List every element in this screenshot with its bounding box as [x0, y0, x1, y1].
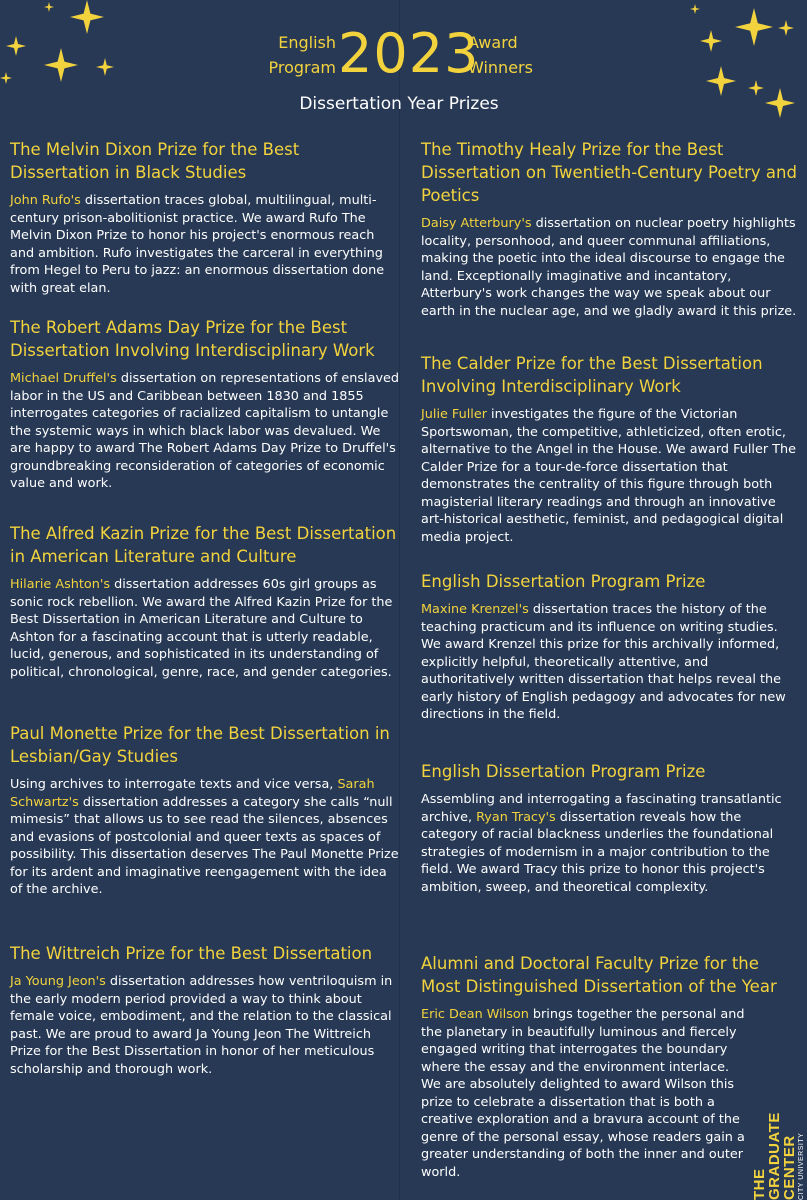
- prize-description: [421, 215, 798, 320]
- prize-title: The Calder Prize for the Best Dissertation Involving Interdisciplinary Work: [421, 354, 763, 396]
- header-award: Award: [468, 33, 518, 52]
- prize-text: dissertation addresses a category she calls “null mimesis” that allows us to see read the silences, absences and evasions of postcolonial and queer texts as spaces of possibility. This dissertation deserves The Paul Monette Prize for its ardent and imaginative reengagement with the idea of the archive.: [10, 794, 399, 897]
- prize-title: Paul Monette Prize for the Best Dissertation in Lesbian/Gay Studies: [10, 724, 390, 766]
- winner-name: Eric Dean Wilson: [421, 1007, 529, 1022]
- winner-name: Julie Fuller: [421, 407, 487, 422]
- prize-text: brings together the personal and the planetary in beautifully luminous and fiercely engaged writing that interrogates the boundary where the essay and the environment interlace. We are absolutely delighted to award Wilson this prize to celebrate a dissertation that is both a creative exploration and a bravura account of the genre of the personal essay, whose readers gain a greater understanding of both the inner and outer world.: [421, 1007, 745, 1180]
- prize-text: dissertation traces global, multilingual, multi-century prison-abolitionist practice. We award Rufo The Melvin Dixon Prize to honor his project's enormous reach and ambition. Rufo investigates the carceral in everything from Hegel to Peru to jazz: an enormous dissertation done with great elan.: [10, 193, 385, 296]
- prize-block: [421, 570, 798, 724]
- prize-description: [421, 601, 798, 724]
- graduate-center-logo: [751, 1105, 805, 1200]
- prize-text: dissertation addresses how ventriloquism in the early modern period provided a way to think about female voice, embodiment, and the relation to the classical past. We are proud to award Ja Young Jeon The Wittreich Prize for the Best Dissertation in honor of her meticulous scholarship and thorough work.: [10, 974, 393, 1077]
- prize-description: [10, 576, 402, 681]
- prize-text-pre: Assembling and interrogating a fascinating transatlantic archive,: [421, 792, 782, 825]
- prize-block: [421, 952, 777, 1181]
- header-english: English: [278, 33, 336, 52]
- header-year: 2023: [338, 22, 480, 85]
- poster-header: [0, 0, 798, 130]
- prize-block: [10, 316, 402, 493]
- prize-description: [421, 791, 798, 896]
- logo-line-city-university: CITY UNIVERSITY: [798, 1132, 805, 1200]
- prize-title: The Robert Adams Day Prize for the Best Dissertation Involving Interdisciplinary Work: [10, 318, 375, 360]
- logo-line-the: THE: [751, 1168, 768, 1200]
- header-right: [468, 30, 558, 80]
- prize-title: The Timothy Healy Prize for the Best Dissertation on Twentieth-Century Poetry and Poetics: [421, 140, 797, 205]
- winner-name: Maxine Krenzel's: [421, 602, 529, 617]
- prize-text: dissertation traces the history of the teaching practicum and its influence on writing studies. We award Krenzel this prize for this archivally informed, explicitly helpful, theoretically attentive, and authoritatively written dissertation that helps reveal the early history of English pedagogy and advocates for new directions in the field.: [421, 602, 786, 722]
- prize-text: dissertation on representations of enslaved labor in the US and Caribbean between 1830 and 1855 interrogates categories of racialized capitalism to untangle the systemic ways in which black labor was devalued. We are happy to award The Robert Adams Day Prize to Druffel's groundbreaking reconsideration of categories of economic value and work.: [10, 371, 400, 491]
- prize-description: [10, 973, 402, 1078]
- winner-name: Daisy Atterbury's: [421, 216, 532, 231]
- prize-title: The Alfred Kazin Prize for the Best Dissertation in American Literature and Culture: [10, 524, 397, 566]
- prize-title: The Wittreich Prize for the Best Dissertation: [10, 944, 373, 963]
- prize-description: [10, 370, 402, 493]
- prize-block: [421, 138, 798, 320]
- winner-name: Michael Druffel's: [10, 371, 117, 386]
- header-program: Program: [268, 58, 336, 77]
- prize-text: dissertation on nuclear poetry highlights locality, personhood, and queer communal affiliations, making the poetic into the ideal discourse to engage the land. Exceptionally imaginative and incantatory, Atterbury's work changes the way we speak about our earth in the nuclear age, and we gladly award it this prize.: [421, 216, 797, 319]
- prize-title: English Dissertation Program Prize: [421, 762, 706, 781]
- prize-description: [10, 192, 402, 297]
- prize-text-pre: Using archives to interrogate texts and vice versa,: [10, 777, 338, 792]
- prize-description: [10, 776, 402, 899]
- winner-name: Hilarie Ashton's: [10, 577, 111, 592]
- winner-name: Ryan Tracy's: [476, 809, 556, 825]
- prize-block: [421, 352, 798, 546]
- winner-name: Sarah Schwartz's: [10, 777, 375, 810]
- prize-title: The Melvin Dixon Prize for the Best Dissertation in Black Studies: [10, 140, 300, 182]
- prize-description: [421, 406, 798, 546]
- prize-block: [10, 522, 402, 681]
- prize-text: dissertation addresses 60s girl groups as sonic rock rebellion. We award the Alfred Kazin Prize for the Best Dissertation in American Literature and Culture to Ashton for a fascinating account that is utterly readable, lucid, generous, and sophisticated in its understanding of political, chronological, genre, race, and gender categories.: [10, 577, 393, 680]
- prize-description: [421, 1006, 746, 1181]
- prize-title: Alumni and Doctoral Faculty Prize for the Most Distinguished Dissertation of the Year: [421, 954, 777, 996]
- prize-block: [10, 942, 402, 1078]
- header-subtitle: Dissertation Year Prizes: [299, 94, 499, 114]
- winner-name: Ja Young Jeon's: [10, 974, 106, 989]
- prize-block: [10, 138, 402, 297]
- header-left: [258, 30, 336, 80]
- logo-wordmark: [751, 1105, 805, 1200]
- winner-name: John Rufo's: [10, 193, 81, 208]
- prize-title: English Dissertation Program Prize: [421, 572, 706, 591]
- prize-block: [421, 760, 798, 896]
- header-winners: Winners: [468, 58, 533, 77]
- logo-line-graduate-center: GRADUATE CENTER: [766, 1112, 798, 1200]
- prize-text: dissertation reveals how the category of racial blackness underlies the foundational strategies of modernism in a major contribution to the field. We award Tracy this prize to honor this project's ambition, sweep, and theoretical complexity.: [421, 809, 774, 895]
- prize-block: [10, 722, 402, 899]
- prize-text: investigates the figure of the Victorian Sportswoman, the competitive, athleticized, often erotic, alternative to the Angel in the House. We award Fuller The Calder Prize for a tour-de-force dissertation that demonstrates the centrality of this figure through both magisterial literary readings and through an innovative art-historical aesthetic, feminist, and pedagogical digital media project.: [421, 407, 796, 545]
